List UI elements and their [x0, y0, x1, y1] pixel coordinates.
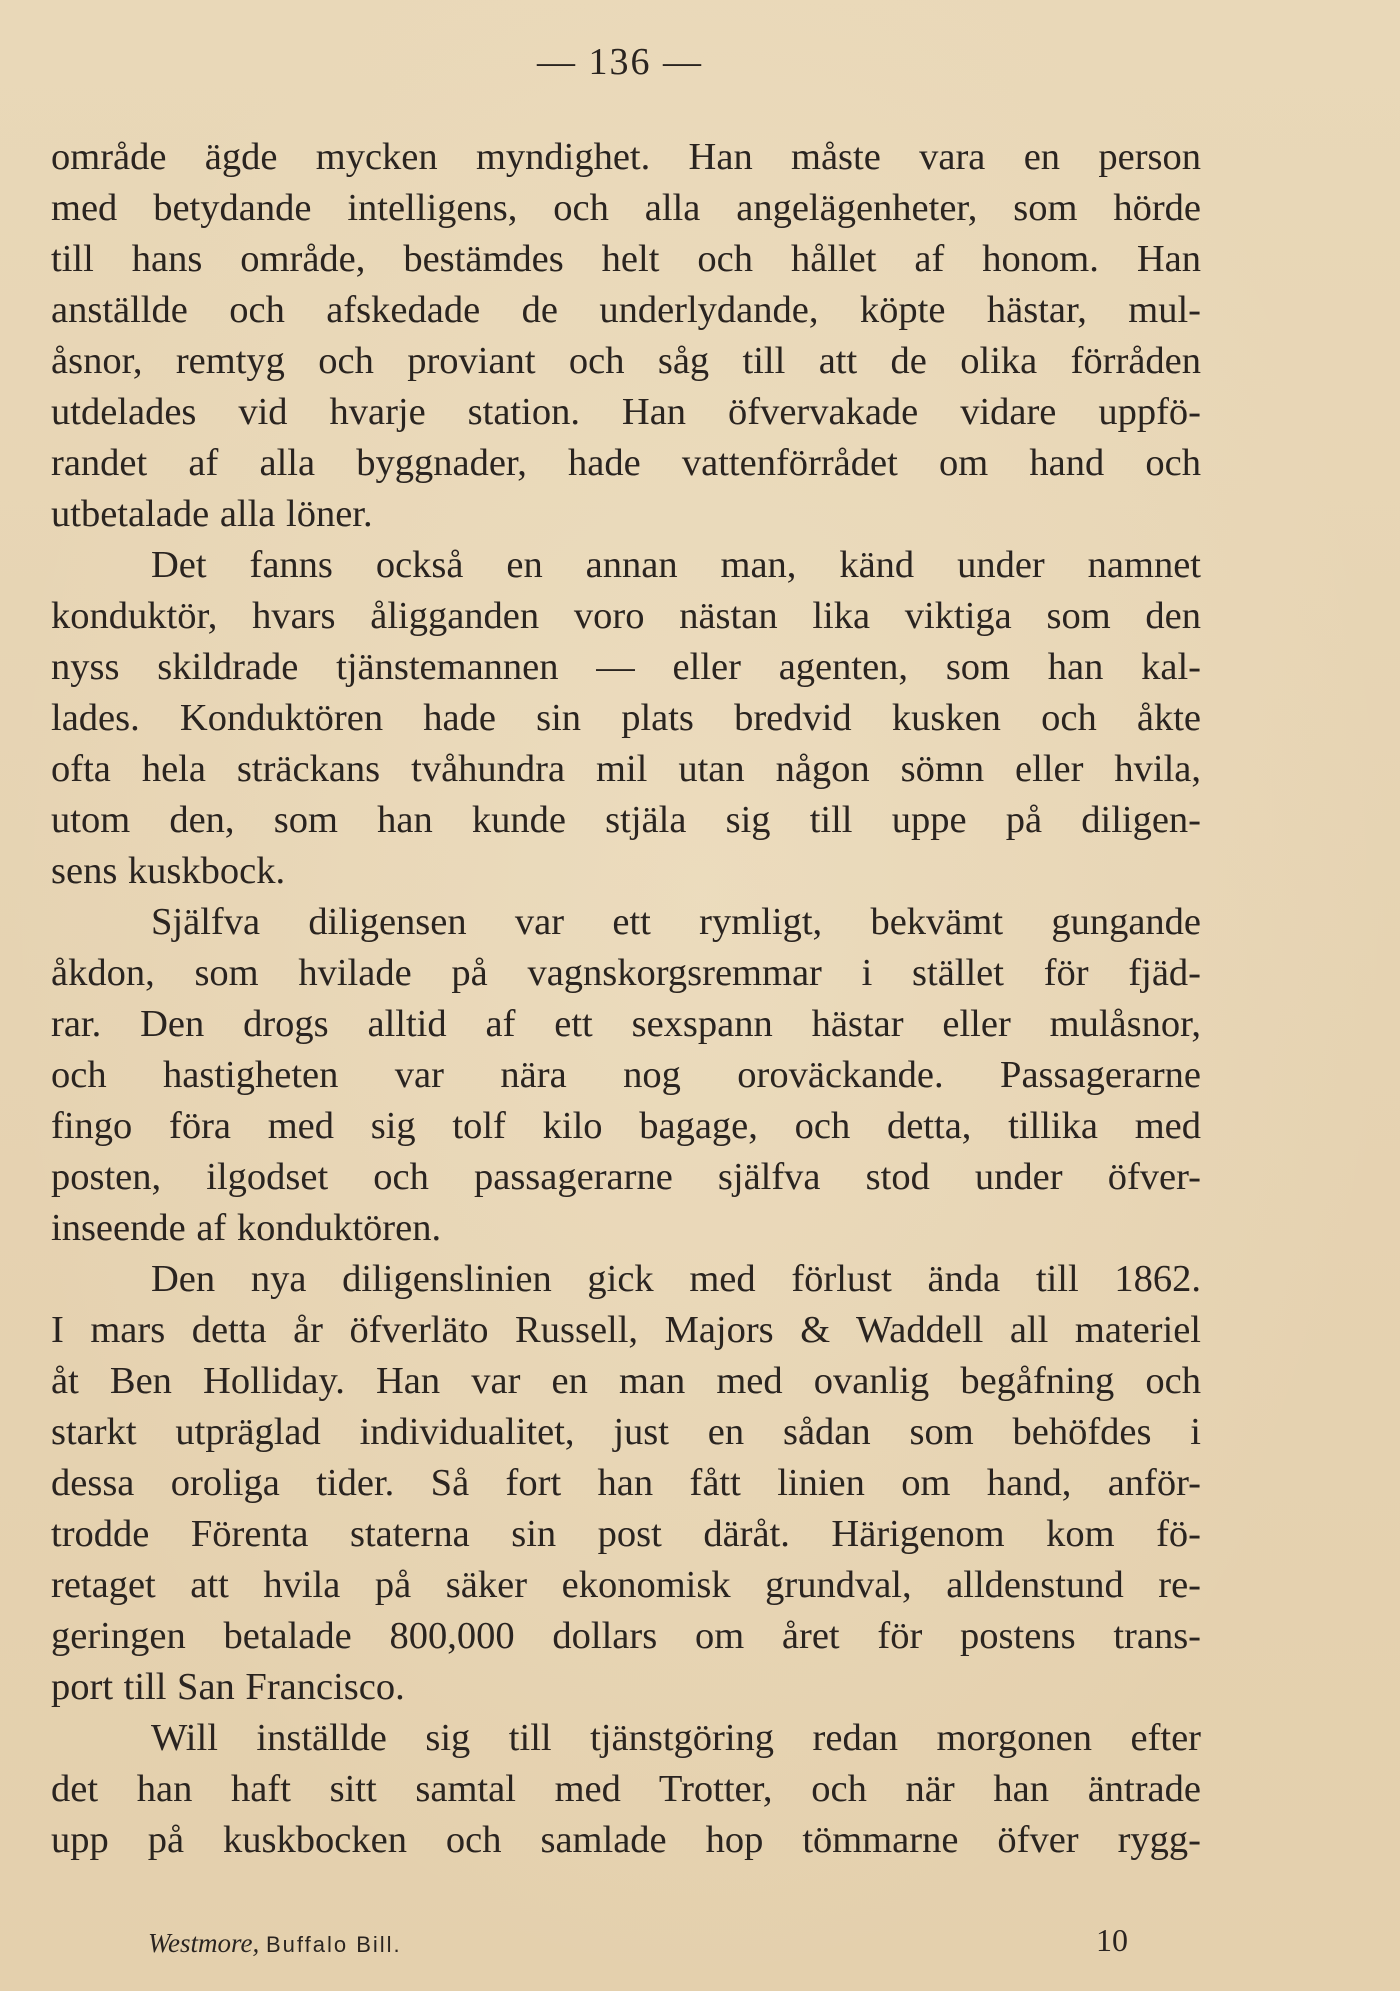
- text-line: rar. Den drogs alltid af ett sexspann hästar eller mulåsnor,: [51, 1003, 1201, 1045]
- text-line: utdelades vid hvarje station. Han öfvervakade vidare uppfö-: [51, 391, 1201, 433]
- page-footer: [148, 1922, 1128, 1968]
- text-line: starkt utpräglad individualitet, just en sådan som behöfdes i: [51, 1411, 1201, 1453]
- text-line: Det fanns också en annan man, känd under namnet: [151, 544, 1201, 586]
- text-line: inseende af konduktören.: [51, 1207, 442, 1249]
- footer-credit: [148, 1928, 402, 1959]
- text-line: dessa oroliga tider. Så fort han fått linien om hand, anför-: [51, 1462, 1201, 1504]
- text-line: Den nya diligenslinien gick med förlust ända till 1862.: [151, 1258, 1201, 1300]
- text-line: geringen betalade 800,000 dollars om året för postens trans-: [51, 1615, 1201, 1657]
- text-line: sens kuskbock.: [51, 850, 286, 892]
- text-line: I mars detta år öfverläto Russell, Majors & Waddell all materiel: [51, 1309, 1201, 1351]
- text-line: posten, ilgodset och passagerarne själfva stod under öfver-: [51, 1156, 1201, 1198]
- footer-signature-mark: 10: [1096, 1922, 1128, 1958]
- text-line: fingo föra med sig tolf kilo bagage, och detta, tillika med: [51, 1105, 1201, 1147]
- text-line: Will inställde sig till tjänstgöring redan morgonen efter: [151, 1717, 1201, 1759]
- text-line: utom den, som han kunde stjäla sig till uppe på diligen-: [51, 799, 1201, 841]
- text-line: åsnor, remtyg och proviant och såg till att de olika förråden: [51, 340, 1201, 382]
- text-line: trodde Förenta staterna sin post däråt. Härigenom kom fö-: [51, 1513, 1201, 1555]
- page-number: — 136 —: [537, 41, 703, 83]
- footer-author: Westmore,: [148, 1928, 260, 1958]
- text-line: det han haft sitt samtal med Trotter, och när han äntrade: [51, 1768, 1201, 1810]
- text-line: port till San Francisco.: [51, 1666, 405, 1708]
- text-line: med betydande intelligens, och alla angelägenheter, som hörde: [51, 187, 1201, 229]
- text-line: till hans område, bestämdes helt och hållet af honom. Han: [51, 238, 1201, 280]
- text-line: och hastigheten var nära nog oroväckande. Passagerarne: [51, 1054, 1201, 1096]
- text-line: område ägde mycken myndighet. Han måste vara en person: [51, 136, 1201, 178]
- text-line: lades. Konduktören hade sin plats bredvid kusken och åkte: [51, 697, 1201, 739]
- text-line: nyss skildrade tjänstemannen — eller agenten, som han kal-: [51, 646, 1201, 688]
- body-text: [51, 132, 1201, 1866]
- text-line: konduktör, hvars åligganden voro nästan lika viktiga som den: [51, 595, 1201, 637]
- footer-title: Buffalo Bill.: [266, 1932, 402, 1957]
- text-line: randet af alla byggnader, hade vattenförrådet om hand och: [51, 442, 1201, 484]
- text-line: anställde och afskedade de underlydande, köpte hästar, mul-: [51, 289, 1201, 331]
- text-line: åt Ben Holliday. Han var en man med ovanlig begåfning och: [51, 1360, 1201, 1402]
- text-line: åkdon, som hvilade på vagnskorgsremmar i stället för fjäd-: [51, 952, 1201, 994]
- text-line: ofta hela sträckans tvåhundra mil utan någon sömn eller hvila,: [51, 748, 1201, 790]
- text-line: retaget att hvila på säker ekonomisk grundval, alldenstund re-: [51, 1564, 1201, 1606]
- text-line: utbetalade alla löner.: [51, 493, 373, 535]
- text-line: Själfva diligensen var ett rymligt, bekvämt gungande: [151, 901, 1201, 943]
- text-line: upp på kuskbocken och samlade hop tömmarne öfver rygg-: [51, 1819, 1201, 1861]
